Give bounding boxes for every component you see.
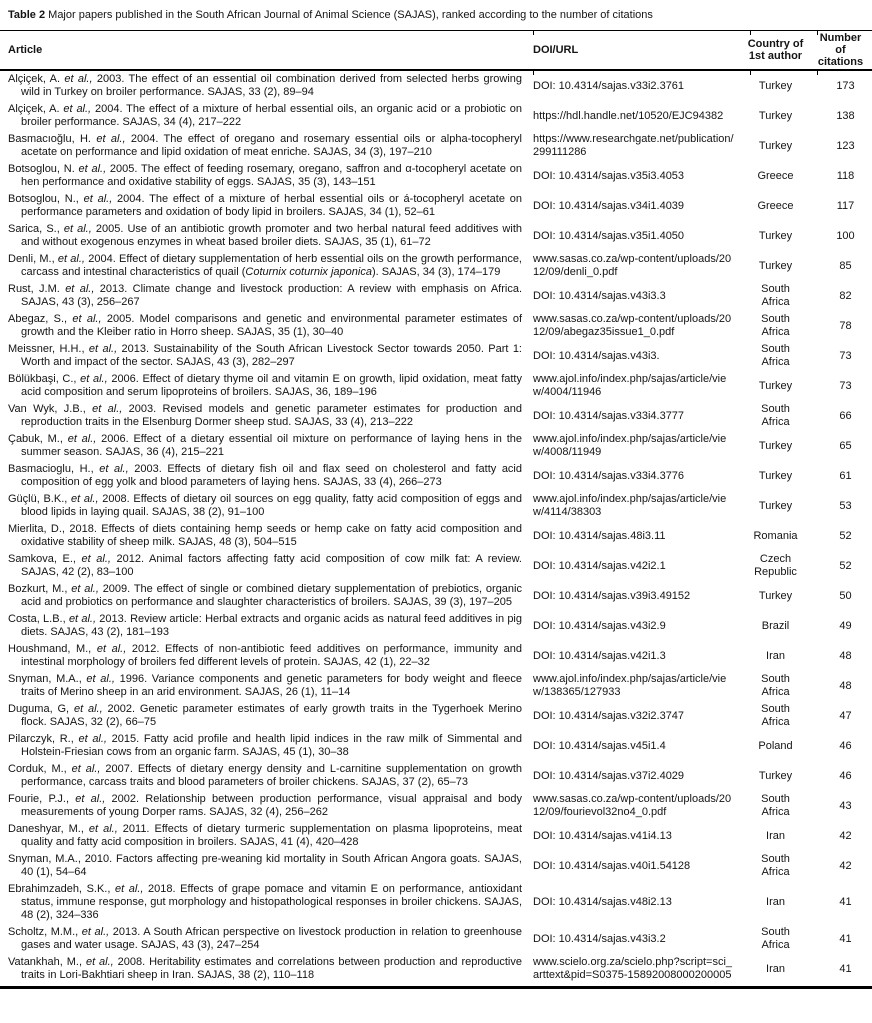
doi-url-cell: DOI: 10.4314/sajas.v48i2.13 (533, 896, 672, 908)
country-cell: Turkey (758, 499, 793, 512)
article-cell: Rust, J.M. et al., 2013. Climate change and livestock production: A review with emphasis on Africa. SAJAS, 43 (3), 256–267 (8, 283, 523, 308)
citations-cell: 46 (839, 769, 852, 782)
table-row (0, 461, 872, 491)
doi-url-cell: DOI: 10.4314/sajas.v43i2.9 (533, 619, 666, 632)
citations-cell: 123 (836, 139, 855, 152)
article-cell: Duguma, G, et al., 2002. Genetic parameter estimates of early growth traits in the Tygerhoek Merino flock. SAJAS, 32 (2), 66–75 (8, 703, 523, 728)
country-cell: Brazil (761, 619, 790, 632)
table-row (0, 611, 872, 641)
citations-cell: 138 (836, 109, 855, 122)
doi-url-cell: DOI: 10.4314/sajas.v34i1.4039 (533, 199, 685, 212)
column-header-doi-url: DOI/URL (533, 44, 579, 56)
citations-cell: 100 (836, 229, 855, 242)
doi-url-cell: https://www.researchgate.net/publication/299111286 (533, 133, 734, 158)
country-cell: South Africa (761, 343, 790, 368)
citations-cell: 117 (836, 199, 855, 212)
doi-url-cell: DOI: 10.4314/sajas.v37i2.4029 (533, 769, 685, 782)
doi-url-cell: DOI: 10.4314/sajas.v42i2.1 (533, 559, 666, 572)
table-row (0, 761, 872, 791)
header-bottom-rule (0, 69, 872, 71)
citations-cell: 41 (839, 896, 852, 908)
doi-url-cell: DOI: 10.4314/sajas.v43i3.2 (533, 932, 666, 945)
table-row (0, 281, 872, 311)
article-cell: Fourie, P.J., et al., 2002. Relationship between production performance, visual appraisal and body measurements of young Dorper rams. SAJAS, 32 (4), 256–262 (8, 793, 522, 818)
table-row (0, 71, 872, 101)
citations-cell: 43 (839, 799, 852, 812)
country-cell: Turkey (758, 589, 793, 602)
table-row (0, 161, 872, 191)
doi-url-cell: www.scielo.org.za/scielo.php?script=sci_arttext&pid=S0375-15892008000200005 (533, 956, 733, 981)
doi-url-cell: DOI: 10.4314/sajas.v42i1.3 (533, 649, 666, 662)
doi-url-cell: DOI: 10.4314/sajas.v41i4.13 (533, 829, 672, 842)
column-divider-tick (533, 31, 534, 35)
article-cell: Ebrahimzadeh, S.K., et al., 2018. Effects of grape pomace and vitamin E on performance, antioxidant status, immune response, gut morphology and histopathological responses in broiler chickens. SAJAS, 48 (2), 324–336 (8, 883, 522, 921)
article-cell: Denli, M., et al., 2004. Effect of dietary supplementation of herb essential oils on the growth performance, carcass and intestinal characteristics of quail (Coturnix coturnix japonica). SAJAS, 34 (3), 174–179 (8, 253, 522, 278)
article-cell: Snyman, M.A., 2010. Factors affecting pre-weaning kid mortality in South African Angora goats. SAJAS, 40 (1), 54–64 (8, 853, 522, 878)
citations-cell: 85 (839, 259, 852, 272)
table-row (0, 851, 872, 881)
doi-url-cell: DOI: 10.4314/sajas.v35i1.4050 (533, 229, 685, 242)
country-cell: South Africa (761, 703, 790, 728)
table-bottom-rule (0, 986, 872, 989)
doi-url-cell: DOI: 10.4314/sajas.v32i2.3747 (533, 709, 685, 722)
table-caption (0, 5, 872, 30)
country-cell: Turkey (758, 259, 793, 272)
table-row (0, 371, 872, 401)
citations-cell: 73 (839, 349, 852, 362)
country-cell: Poland (758, 739, 793, 752)
country-cell: South Africa (761, 403, 790, 428)
table-row (0, 551, 872, 581)
citations-cell: 42 (839, 829, 852, 842)
citations-cell: 41 (839, 962, 852, 975)
table-row (0, 671, 872, 701)
country-cell: Iran (766, 829, 785, 842)
article-cell: Vatankhah, M., et al., 2008. Heritability estimates and correlations between production and reproductive traits in Lori-Bakhtiari sheep in Iran. SAJAS, 38 (2), 110–118 (8, 956, 522, 981)
table-row (0, 821, 872, 851)
article-cell: Pilarczyk, R., et al., 2015. Fatty acid profile and health lipid indices in the raw milk of Simmental and Holstein-Friesian cows from an organic farm. SAJAS, 45 (1), 30–38 (8, 733, 522, 758)
citations-cell: 118 (836, 169, 855, 182)
citations-cell: 173 (836, 79, 855, 92)
article-cell: Alçiçek, A. et al., 2004. The effect of a mixture of herbal essential oils, an organic acid or a probiotic on broiler performance. SAJAS, 34 (4), 217–222 (8, 103, 523, 128)
column-header-citations: Number of citations (817, 32, 864, 68)
article-cell: Mierlita, D., 2018. Effects of diets containing hemp seeds or hemp cake on fatty acid composition and oxidative stability of sheep milk. SAJAS, 48 (3), 504–515 (8, 523, 522, 548)
country-cell: Turkey (758, 439, 793, 452)
article-cell: Scholtz, M.M., et al., 2013. A South African perspective on livestock production in relation to greenhouse gases and water usage. SAJAS, 43 (3), 247–254 (8, 926, 522, 951)
table-row (0, 641, 872, 671)
article-cell: Güçlü, B.K., et al., 2008. Effects of dietary oil sources on egg quality, fatty acid composition of eggs and blood lipids in laying quail. SAJAS, 38 (2), 91–100 (8, 493, 523, 518)
country-cell: South Africa (761, 313, 790, 338)
table-row (0, 431, 872, 461)
column-divider-tick (533, 71, 534, 75)
column-divider-tick (750, 31, 751, 35)
article-cell: Çabuk, M., et al., 2006. Effect of a dietary essential oil mixture on performance of laying hens in the summer season. SAJAS, 36 (4), 215–221 (8, 433, 522, 458)
citations-cell: 48 (839, 649, 852, 662)
country-cell: South Africa (761, 793, 790, 818)
doi-url-cell: www.sasas.co.za/wp-content/uploads/2012/09/abegaz35issue1_0.pdf (533, 313, 732, 338)
citations-cell: 61 (839, 469, 852, 482)
column-divider-tick (817, 31, 818, 35)
country-cell: Greece (757, 169, 794, 182)
citations-cell: 46 (839, 739, 852, 752)
article-cell: Costa, L.B., et al., 2013. Review article: Herbal extracts and organic acids as natural feed additives in pig diets. SAJAS, 43 (2), 181–193 (8, 613, 522, 638)
table-row (0, 191, 872, 221)
citations-cell: 82 (839, 289, 852, 302)
country-cell: Iran (766, 649, 785, 662)
table-row (0, 581, 872, 611)
article-cell: Alçiçek, A. et al., 2003. The effect of an essential oil combination derived from selected herbs growing wild in Turkey on broiler performance. SAJAS, 33 (2), 89–94 (8, 73, 523, 98)
doi-url-cell: DOI: 10.4314/sajas.v40i1.54128 (533, 859, 691, 872)
doi-url-cell: DOI: 10.4314/sajas.v35i3.4053 (533, 169, 685, 182)
country-cell: South Africa (761, 926, 790, 951)
article-cell: Van Wyk, J.B., et al., 2003. Revised models and genetic parameter estimates for production and reproduction traits in the Elsenburg Dormer sheep stud. SAJAS, 33 (4), 213–222 (8, 403, 522, 428)
table-row (0, 954, 872, 984)
article-cell: Daneshyar, M., et al., 2011. Effects of dietary turmeric supplementation on plasma lipoproteins, meat quality and fatty acid composition in broilers. SAJAS, 41 (4), 420–428 (8, 823, 523, 848)
doi-url-cell: www.sasas.co.za/wp-content/uploads/2012/09/fourievol32no4_0.pdf (533, 793, 732, 818)
citations-cell: 78 (839, 319, 852, 332)
article-cell: Sarica, S., et al., 2005. Use of an antibiotic growth promoter and two herbal natural feed additives with and without exogenous enzymes in wheat based broiler diets. SAJAS, 35 (1), 61–72 (8, 223, 522, 248)
doi-url-cell: www.ajol.info/index.php/sajas/article/view/4008/11949 (533, 433, 727, 458)
country-cell: Turkey (758, 769, 793, 782)
citations-cell: 50 (839, 589, 852, 602)
doi-url-cell: www.ajol.info/index.php/sajas/article/view/138365/127933 (533, 673, 727, 698)
article-cell: Meissner, H.H., et al., 2013. Sustainability of the South African Livestock Sector towards 2050. Part 1: Worth and impact of the sector. SAJAS, 43 (3), 282–297 (8, 343, 522, 368)
citations-cell: 41 (839, 932, 852, 945)
doi-url-cell: DOI: 10.4314/sajas.v33i4.3777 (533, 409, 685, 422)
article-cell: Abegaz, S., et al., 2005. Model comparisons and genetic and environmental parameter estimates of growth and the Kleiber ratio in Horro sheep. SAJAS, 35 (1), 30–40 (8, 313, 522, 338)
country-cell: South Africa (761, 283, 790, 308)
country-cell: Turkey (758, 379, 793, 392)
country-cell: Iran (766, 962, 785, 975)
article-cell: Bölükbaşi, C., et al., 2006. Effect of dietary thyme oil and vitamin E on growth, lipid oxidation, meat fatty acid composition and serum lipoproteins of broilers. SAJAS, 36, 189–196 (8, 373, 522, 398)
table-row (0, 341, 872, 371)
table-caption-text: Major papers published in the South African Journal of Animal Science (SAJAS), ranked according to the number of citations (45, 9, 653, 21)
table-row (0, 791, 872, 821)
table-row (0, 881, 872, 924)
table-row (0, 131, 872, 161)
article-cell: Samkova, E., et al., 2012. Animal factors affecting fatty acid composition of cow milk fat: A review. SAJAS, 42 (2), 83–100 (8, 553, 522, 578)
country-cell: Iran (766, 896, 785, 908)
table-header-row (0, 31, 872, 69)
country-cell: South Africa (761, 853, 790, 878)
citations-cell: 65 (839, 439, 852, 452)
country-cell: Czech Republic (754, 553, 797, 578)
country-cell: Greece (757, 199, 794, 212)
article-cell: Basmacioglu, H., et al., 2003. Effects of dietary fish oil and flax seed on cholesterol and fatty acid composition of egg yolk and blood parameters of laying hens. SAJAS, 33 (4), 266–273 (8, 463, 522, 488)
country-cell: Turkey (758, 109, 793, 122)
country-cell: Romania (753, 529, 798, 542)
table-row (0, 731, 872, 761)
article-cell: Botsoglou, N. et al., 2005. The effect of feeding rosemary, oregano, saffron and α-tocopheryl acetate on hen performance and oxidative stability of eggs. SAJAS, 35 (3), 143–151 (8, 163, 523, 188)
citations-cell: 53 (839, 499, 852, 512)
header-top-rule (0, 30, 872, 31)
doi-url-cell: DOI: 10.4314/sajas.v45i1.4 (533, 739, 666, 752)
citations-cell: 73 (839, 379, 852, 392)
table-row (0, 101, 872, 131)
column-header-country: Country of 1st author (747, 38, 804, 62)
column-divider-tick (750, 71, 751, 75)
citations-cell: 42 (839, 859, 852, 872)
table-row (0, 521, 872, 551)
country-cell: Turkey (758, 229, 793, 242)
citations-cell: 49 (839, 619, 852, 632)
citations-cell: 52 (839, 529, 852, 542)
country-cell: Turkey (758, 79, 793, 92)
article-cell: Snyman, M.A., et al., 1996. Variance components and genetic parameters for body weight and fleece traits of Merino sheep in an arid environment. SAJAS, 26 (1), 11–14 (8, 673, 522, 698)
table-row (0, 701, 872, 731)
citations-cell: 48 (839, 679, 852, 692)
doi-url-cell: www.ajol.info/index.php/sajas/article/view/4004/11946 (533, 373, 727, 398)
table-row (0, 924, 872, 954)
citations-cell: 66 (839, 409, 852, 422)
article-cell: Houshmand, M., et al., 2012. Effects of non-antibiotic feed additives on performance, immunity and intestinal morphology of broilers fed different levels of protein. SAJAS, 42 (1), 22–32 (8, 643, 523, 668)
column-divider-tick (817, 71, 818, 75)
doi-url-cell: DOI: 10.4314/sajas.v33i4.3776 (533, 469, 685, 482)
doi-url-cell: DOI: 10.4314/sajas.v33i2.3761 (533, 79, 685, 92)
article-cell: Corduk, M., et al., 2007. Effects of dietary energy density and L-carnitine supplementation on growth performance, carcass traits and blood parameters of broiler chickens. SAJAS, 37 (2), 65–73 (8, 763, 522, 788)
table-row (0, 401, 872, 431)
doi-url-cell: DOI: 10.4314/sajas.48i3.11 (533, 529, 666, 542)
doi-url-cell: DOI: 10.4314/sajas.v39i3.49152 (533, 589, 691, 602)
table-row (0, 221, 872, 251)
table-body (0, 71, 872, 984)
table-row (0, 491, 872, 521)
column-header-article: Article (8, 44, 43, 56)
article-cell: Basmacıoğlu, H. et al., 2004. The effect of oregano and rosemary essential oils or alpha-tocopheryl acetate on performance and lipid oxidation of meat enriche. SAJAS, 34 (3), 197–210 (8, 133, 522, 158)
doi-url-cell: DOI: 10.4314/sajas.v43i3. (533, 349, 660, 362)
country-cell: South Africa (761, 673, 790, 698)
article-cell: Botsoglou, N., et al., 2004. The effect of a mixture of herbal essential oils or á-tocopheryl acetate on performance parameters and oxidation of body lipid in broilers. SAJAS, 34 (1), 52–61 (8, 193, 522, 218)
country-cell: Turkey (758, 469, 793, 482)
table-row (0, 251, 872, 281)
table-row (0, 311, 872, 341)
table-number: Table 2 (8, 9, 46, 21)
citations-cell: 52 (839, 559, 852, 572)
doi-url-cell: www.ajol.info/index.php/sajas/article/view/4114/38303 (533, 493, 727, 518)
doi-url-cell: https://hdl.handle.net/10520/EJC94382 (533, 109, 724, 122)
doi-url-cell: DOI: 10.4314/sajas.v43i3.3 (533, 289, 666, 302)
doi-url-cell: www.sasas.co.za/wp-content/uploads/2012/09/denli_0.pdf (533, 253, 732, 278)
article-cell: Bozkurt, M., et al., 2009. The effect of single or combined dietary supplementation of prebiotics, organic acid and probiotics on performance and slaughter characteristics of broilers. SAJAS, 39 (3), 197–205 (8, 583, 522, 608)
citations-cell: 47 (839, 709, 852, 722)
country-cell: Turkey (758, 139, 793, 152)
